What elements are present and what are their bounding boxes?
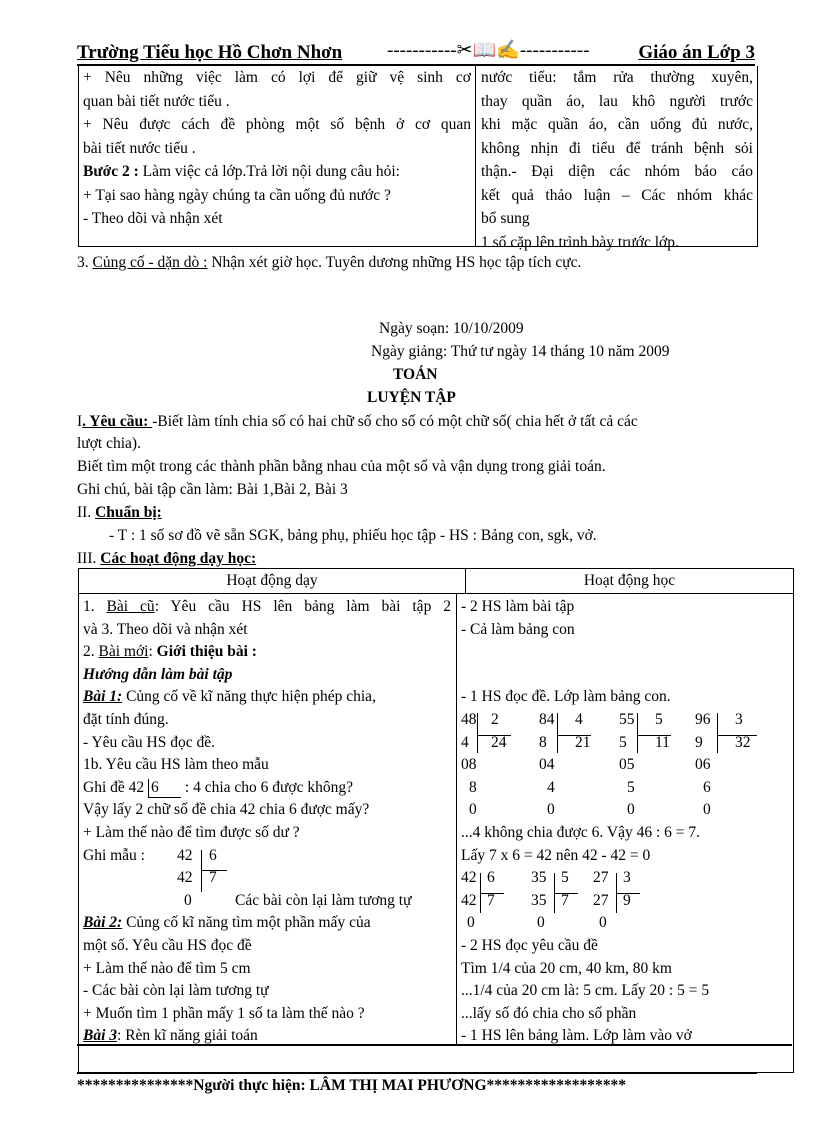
division-bracket: [557, 735, 591, 736]
division-digit: 32: [735, 733, 751, 751]
division-digit: 27: [593, 869, 609, 887]
prev-left-line: [83, 160, 471, 184]
page-header: [77, 40, 755, 66]
exercise-guide-heading: Hướng dẫn làm bài tập: [83, 665, 233, 683]
requirements-text: Biết tìm một trong các thành phần bằng nhau của một số và vận dụng trong giải toán.: [77, 458, 606, 475]
division-row-4: [461, 777, 789, 800]
division-bracket: [201, 870, 227, 871]
column-divider: [456, 594, 457, 1046]
school-name: Trường Tiểu học Hồ Chơn Nhơn: [77, 42, 343, 63]
teacher-row: [83, 890, 451, 913]
lesson-title: LUYỆN TẬP: [367, 389, 456, 406]
prev-left-line: - Theo dõi và nhận xét: [83, 210, 223, 227]
student-row: - 1 HS đọc đề. Lớp làm bảng con.: [461, 688, 671, 706]
student-row: - Cả làm bảng con: [461, 620, 575, 638]
division-digit: 3: [623, 869, 631, 887]
prev-right-line: thay quần áo, lau khô người trước: [481, 92, 753, 110]
consolidation-text: Nhận xét giờ học. Tuyên dương những HS học tập tích cực.: [207, 254, 582, 271]
sample-product: 42: [177, 869, 193, 887]
row-text: :: [148, 643, 157, 661]
division-bracket: [637, 713, 638, 753]
grade-label: Giáo án Lớp 3: [638, 42, 755, 63]
division-bracket: [616, 893, 640, 894]
teacher-row: Vậy lấy 2 chữ số đề chia 42 chia 6 được mấy?: [83, 801, 370, 819]
student-row: Tìm 1/4 của 20 cm, 40 km, 80 km: [461, 959, 672, 977]
consolidation-label: Củng cố - dặn dò :: [92, 254, 208, 271]
division-digit: 5: [655, 710, 663, 728]
teacher-row: - Yêu cầu HS đọc đề.: [83, 733, 215, 751]
row-text: : Rèn kĩ năng giải toán: [117, 1027, 258, 1045]
prev-left-line: bài tiết nước tiểu .: [83, 139, 196, 157]
requirements-text: lượt chia).: [77, 435, 141, 452]
exercise-2-label: Bài 2:: [83, 914, 123, 932]
division-digit: 08: [461, 756, 477, 774]
prev-right-line: thận.- Đại diện các nhóm báo cáo: [481, 163, 753, 180]
division-bracket: [717, 713, 718, 753]
division-digit: 7: [561, 891, 569, 909]
division-digit: 5: [561, 869, 569, 887]
previous-student-column: [477, 66, 757, 251]
activities-table-body: [79, 594, 793, 1072]
division-bracket: [717, 735, 757, 736]
table-bottom-rule: [457, 1044, 792, 1046]
division-digit: 9: [623, 891, 631, 909]
activities-table-header: [79, 569, 793, 594]
step-2-text: Làm việc cả lớp.Trả lời nội dung câu hỏi:: [138, 163, 400, 180]
student-row: - 2 HS đọc yêu cầu đề: [461, 936, 598, 954]
row-text: 2.: [83, 643, 99, 661]
student-row: ...1/4 của 20 cm là: 5 cm. Lấy 20 : 5 = 5: [461, 982, 710, 1000]
preparation-number: II.: [77, 504, 96, 521]
division-bracket: [554, 893, 578, 894]
row-text: Củng cố kĩ năng tìm một phần mấy của: [122, 914, 371, 932]
division-digit: 4: [461, 733, 469, 751]
teacher-row: [83, 596, 451, 619]
row-text: Các bài còn lại làm tương tự: [235, 891, 412, 909]
teacher-row: đặt tính đúng.: [83, 710, 169, 728]
division-digit: 27: [593, 891, 609, 909]
prev-left-line: + Nêu những việc làm có lợi để giữ vệ sinh cơ: [83, 69, 471, 86]
division-digit: 84: [539, 710, 555, 728]
division-digit: 0: [547, 801, 555, 819]
division-digit: 8: [469, 778, 477, 796]
division-digit: 42: [461, 891, 477, 909]
teacher-row: + Làm thế nào để tìm 5 cm: [83, 959, 251, 977]
teacher-column-header: Hoạt động dạy: [226, 572, 318, 589]
division-digit: 48: [461, 710, 477, 728]
division-digit: 2: [491, 710, 499, 728]
requirements-label: . Yêu cầu:: [82, 413, 153, 430]
requirements-number: I: [77, 413, 83, 430]
student-row: ...lấy số đó chia cho số phần: [461, 1004, 637, 1022]
old-lesson-label: Bài cũ: [106, 598, 155, 615]
activities-table: [78, 568, 794, 1073]
division-digit: 6: [487, 869, 495, 887]
student-row: ...4 không chia được 6. Vậy 46 : 6 = 7.: [461, 823, 701, 841]
division-row-6: [461, 867, 789, 890]
teacher-row: [83, 845, 451, 868]
division-digit: 35: [531, 869, 547, 887]
division-row-5: [461, 799, 789, 822]
division-digit: 96: [695, 710, 711, 728]
sample-remainder: 0: [184, 891, 192, 909]
division-digit: 05: [619, 756, 635, 774]
teacher-row: + Muốn tìm 1 phần mấy 1 số ta làm thế nào ?: [83, 1004, 365, 1022]
requirements-line: [77, 411, 638, 433]
student-row: Lấy 7 x 6 = 42 nên 42 - 42 = 0: [461, 846, 651, 864]
division-digit: 6: [703, 778, 711, 796]
row-text: Ghi mẫu :: [83, 846, 145, 864]
table-bottom-rule: [77, 1044, 457, 1046]
division-row-8: [461, 912, 789, 935]
division-digit: 3: [735, 710, 743, 728]
date-taught: Ngày giảng: Thứ tư ngày 14 tháng 10 năm 2009: [371, 343, 670, 360]
division-digit: 5: [627, 778, 635, 796]
division-digit: 9: [695, 733, 703, 751]
consolidation-number: 3.: [77, 254, 93, 271]
prev-right-line: 1 số cặp lên trình bày trước lớp.: [481, 233, 679, 251]
consolidation-line: [77, 252, 581, 274]
teacher-row: [83, 912, 451, 935]
division-digit: 4: [547, 778, 555, 796]
division-digit: 04: [539, 756, 555, 774]
sample-quotient: 7: [209, 869, 217, 887]
division-digit: 0: [537, 914, 545, 932]
division-bracket: [637, 735, 671, 736]
division-digit: 11: [655, 733, 670, 751]
row-text: Củng cố về kĩ năng thực hiện phép chia,: [122, 688, 376, 706]
sample-divisor: 6: [209, 846, 217, 864]
requirements-note: Ghi chú, bài tập cần làm: Bài 1,Bài 2, Bài 3: [77, 481, 348, 498]
exercise-1-label: Bài 1:: [83, 688, 123, 706]
division-bracket: [477, 735, 511, 736]
exercise-3-label: Bài 3: [83, 1027, 118, 1045]
division-digit: 0: [599, 914, 607, 932]
row-text: : Yêu cầu HS lên bảng làm bài tập 2: [154, 598, 452, 615]
header-separator: -----------✂📖✍-----------: [387, 40, 590, 61]
preparation-heading: [77, 502, 162, 524]
student-column: [461, 596, 789, 1048]
division-bracket: [480, 893, 504, 894]
prev-right-line: không nhịn đi tiểu để tránh bệnh sỏi: [481, 139, 753, 157]
student-row: [461, 641, 789, 664]
preparation-label: Chuẩn bị:: [95, 504, 162, 521]
division-digit: 7: [487, 891, 495, 909]
division-digit: 24: [491, 733, 507, 751]
teacher-row: và 3. Theo dõi và nhận xét: [83, 620, 248, 638]
student-column-header: Hoạt động học: [583, 572, 676, 589]
division-box: 6: [148, 779, 181, 798]
division-digit: 06: [695, 756, 711, 774]
student-row: - 2 HS làm bài tập: [461, 598, 575, 615]
previous-activity-table: [78, 66, 758, 251]
previous-teacher-column: [79, 66, 476, 246]
subject-title: TOÁN: [393, 366, 438, 383]
student-row: - 1 HS lên bảng làm. Lớp làm vào vở: [461, 1027, 692, 1045]
teacher-row: một số. Yêu cầu HS đọc đề: [83, 936, 252, 954]
teacher-row: [83, 641, 451, 664]
division-digit: 21: [575, 733, 591, 751]
division-digit: 55: [619, 710, 635, 728]
teacher-row: [83, 686, 451, 709]
row-text: Ghi đề 42: [83, 778, 149, 796]
preparation-text: - T : 1 số sơ đồ vẽ sẵn SGK, bảng phụ, phiếu học tập - HS : Bảng con, sgk, vở.: [109, 527, 597, 544]
division-digit: 4: [575, 710, 583, 728]
prev-right-line: kết quả thảo luận – Các nhóm khác: [481, 186, 753, 204]
division-bracket: [477, 713, 478, 753]
teacher-column: [83, 596, 451, 1048]
date-prepared: Ngày soạn: 10/10/2009: [379, 320, 524, 337]
step-2-label: Bước 2 :: [83, 163, 139, 180]
activities-heading: [77, 548, 256, 570]
footer-author: ***************Người thực hiện: LÂM THỊ MAI PHƯƠNG******************: [77, 1077, 627, 1094]
activities-label: Các hoạt động dạy học:: [100, 550, 257, 567]
division-bracket: [557, 713, 558, 753]
division-digit: 0: [469, 801, 477, 819]
division-digit: 5: [619, 733, 627, 751]
division-digit: 0: [703, 801, 711, 819]
division-digit: 42: [461, 869, 477, 887]
row-text: : 4 chia cho 6 được không?: [181, 778, 353, 796]
new-lesson-label: Bài mới: [98, 643, 149, 661]
prev-left-line: + Nêu được cách đề phòng một số bệnh ở cơ quan: [83, 116, 471, 133]
division-digit: 8: [539, 733, 547, 751]
student-row: [461, 664, 789, 687]
division-bracket: [201, 850, 202, 892]
row-text: 1.: [83, 598, 107, 615]
prev-left-line: quan bài tiết nước tiểu .: [83, 92, 230, 110]
teacher-row: - Các bài còn lại làm tương tự: [83, 982, 269, 1000]
intro-label: Giới thiệu bài :: [156, 643, 257, 661]
sample-dividend: 42: [177, 846, 193, 864]
activities-number: III.: [77, 550, 101, 567]
prev-left-line: + Tại sao hàng ngày chúng ta cần uống đủ nước ?: [83, 186, 391, 204]
teacher-row: [83, 777, 451, 800]
requirements-text: -Biết làm tính chia số có hai chữ số cho số có một chữ số( chia hết ở tất cả các: [152, 413, 638, 430]
prev-right-line: bổ sung: [481, 210, 530, 227]
division-row-1: [461, 709, 789, 732]
prev-right-line: nước tiểu: tắm rửa thường xuyên,: [481, 69, 753, 86]
division-digit: 0: [627, 801, 635, 819]
teacher-row: 1b. Yêu cầu HS làm theo mẫu: [83, 756, 269, 774]
division-row-3: [461, 754, 789, 777]
footer-rule: [77, 1072, 757, 1074]
prev-right-line: khi mặc quần áo, cần uống đủ nước,: [481, 116, 753, 133]
teacher-row: [83, 867, 451, 890]
division-digit: 0: [467, 914, 475, 932]
teacher-row: + Làm thế nào để tìm được số dư ?: [83, 823, 300, 841]
division-digit: 35: [531, 891, 547, 909]
